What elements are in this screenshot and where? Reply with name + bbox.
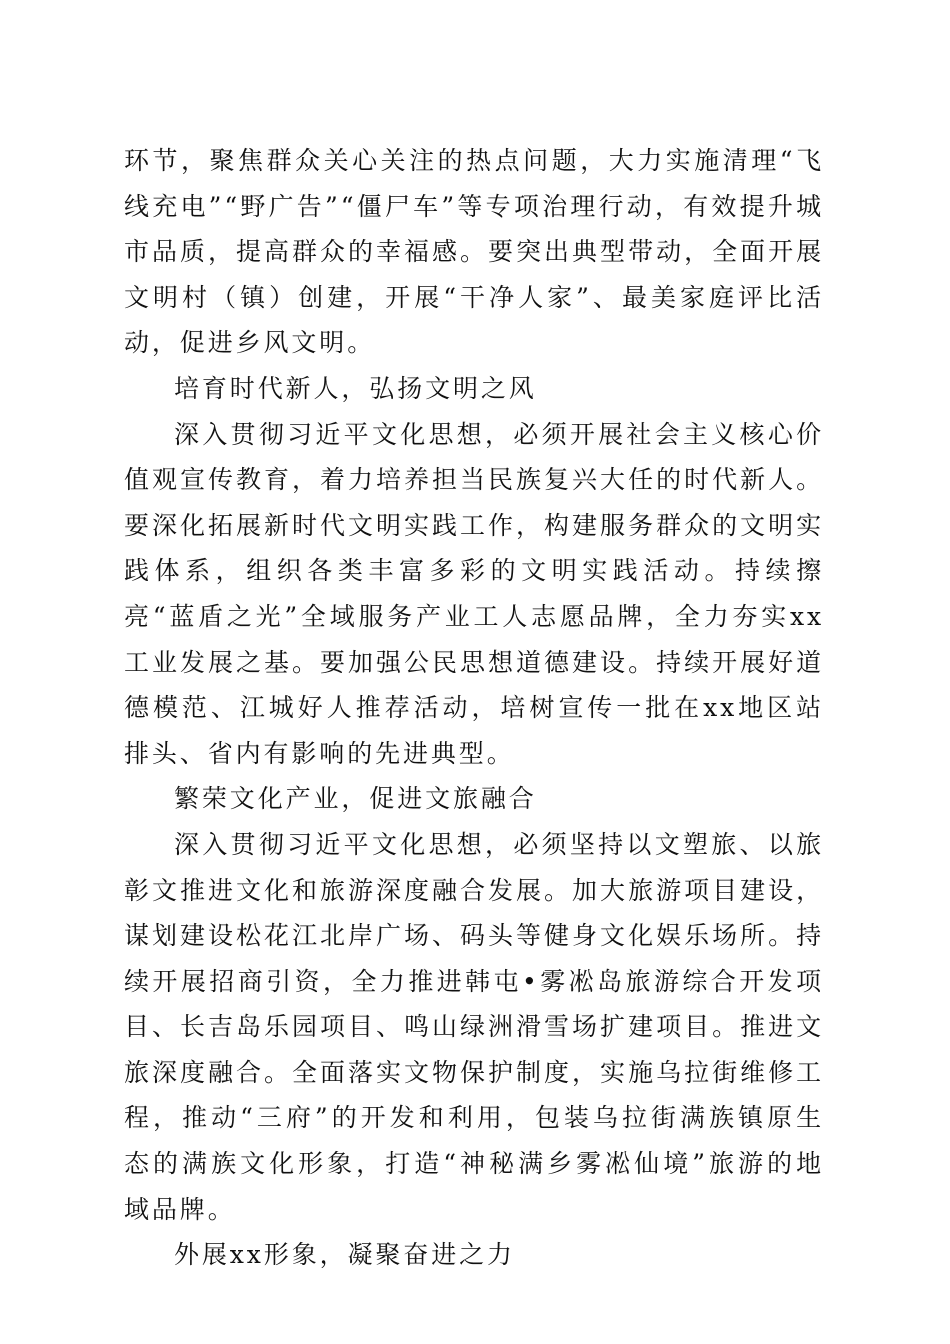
section-heading-new-people: 培育时代新人，弘扬文明之风 xyxy=(174,373,537,403)
paragraph-new-people: 深入贯彻习近平文化思想，必须开展社会主义核心价值观宣传教育，着力培养担当民族复兴大任的时代新人。要深化拓展新时代文明实践工作，构建服务群众的文明实践体系，组织各类丰富多彩的文明实践活动。持续擦亮“蓝盾之光”全域服务产业工人志愿品牌，全力夯实xx工业发展之基。要加强公民思想道德建设。持续开展好道德模范、江城好人推荐活动，培树宣传一批在xx地区站排头、省内有影响的先进典型。 xyxy=(124,419,824,768)
paragraph-culture-tourism: 深入贯彻习近平文化思想，必须坚持以文塑旅、以旅彰文推进文化和旅游深度融合发展。加大旅游项目建设，谋划建设松花江北岸广场、码头等健身文化娱乐场所。持续开展招商引资，全力推进韩屯•雾凇岛旅游综合开发项目、长吉岛乐园项目、鸣山绿洲滑雪场扩建项目。推进文旅深度融合。全面落实文物保护制度，实施乌拉街维修工程，推动“三府”的开发和利用，包装乌拉街满族镇原生态的满族文化形象，打造“神秘满乡雾凇仙境”旅游的地域品牌。 xyxy=(124,829,824,1224)
paragraph-civilization-governance: 环节，聚焦群众关心关注的热点问题，大力实施清理“飞线充电”“野广告”“僵尸车”等专项治理行动，有效提升城市品质，提高群众的幸福感。要突出典型带动，全面开展文明村（镇）创建，开展“干净人家”、最美家庭评比活动，促进乡风文明。 xyxy=(124,146,824,358)
section-heading-image: 外展xx形象，凝聚奋进之力 xyxy=(174,1240,515,1270)
section-heading-culture-tourism: 繁荣文化产业，促进文旅融合 xyxy=(174,784,537,814)
document-body xyxy=(124,138,824,1278)
